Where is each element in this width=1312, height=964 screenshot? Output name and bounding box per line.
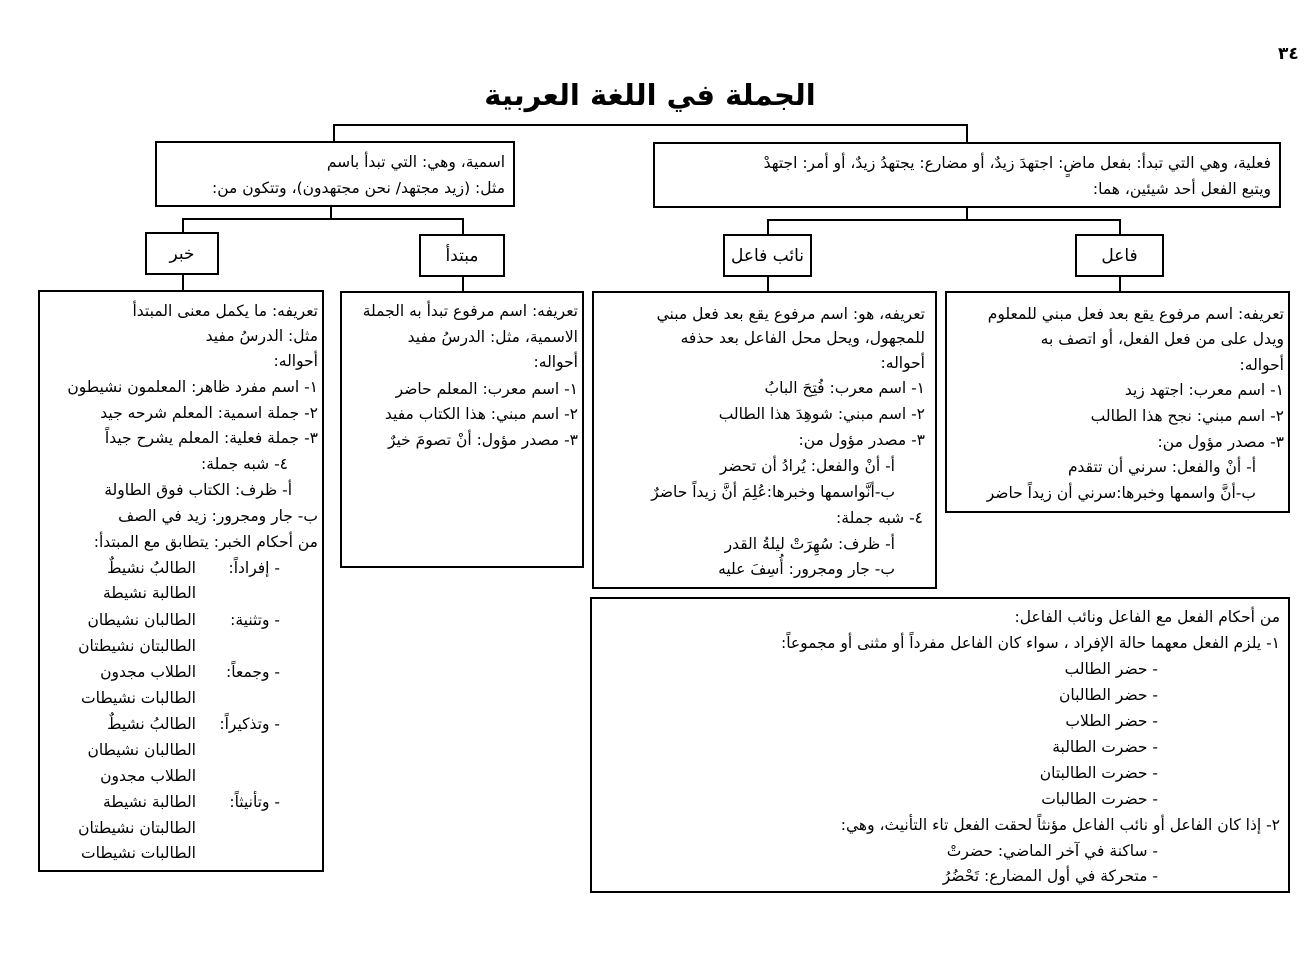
connector-fael-detail (1119, 277, 1121, 291)
rule-1: ١- يلزم الفعل معهما حالة الإفراد ، سواء كان الفاعل مفرداً أو مثنى أو مجموعاً: (780, 634, 1280, 652)
agreement-masculine-ex1: الطالبُ نشيطٌ (107, 715, 196, 733)
naib-state-4: ٤- شبه جملة: (836, 509, 923, 527)
connector-top-right-drop (966, 124, 968, 142)
mubtada-definition: تعريفه: اسم مرفوع تبدأ به الجملة (362, 302, 578, 320)
naib-state-4a: أ- ظرف: سُهِرَتْ ليلةُ القدر (724, 535, 895, 553)
khabar-state-3: ٣- جملة فعلية: المعلم يشرح جيداً (104, 429, 318, 447)
naib-state-3: ٣- مصدر مؤول من: (798, 431, 925, 449)
mubtada-state-1: ١- اسم معرب: المعلم حاضر (395, 380, 578, 398)
mubtada-state-2: ٢- اسم مبني: هذا الكتاب مفيد (384, 405, 578, 423)
rule-2-item-2: - متحركة في أول المضارع: تَحْضُرُ (942, 867, 1158, 885)
naib-state-1: ١- اسم معرب: فُتِحَ البابُ (764, 379, 925, 397)
fael-states-heading: أحواله: (1239, 356, 1284, 374)
khabar-state-4: ٤- شبه جملة: (201, 455, 288, 473)
fael-state-1: ١- اسم معرب: اجتهد زيد (1124, 381, 1284, 399)
mubtada-label-box (419, 234, 505, 277)
verbal-sentence-box (653, 142, 1281, 208)
naib-definition-cont: للمجهول، ويحل محل الفاعل بعد حذفه (680, 329, 925, 347)
fael-state-3b: ب-أنَّ واسمها وخبرها:سرني أن زيداً حاضر (986, 484, 1256, 502)
khabar-agreement-heading: من أحكام الخبر: يتطابق مع المبتدأ: (93, 533, 318, 551)
naib-state-2: ٢- اسم مبني: شوهِدَ هذا الطالب (718, 405, 925, 423)
agreement-masculine-ex2: الطالبان نشيطان (87, 741, 196, 759)
rule-1-example-2: - حضر الطالبان (1059, 686, 1158, 704)
agreement-masculine-label: - وتذكيراً: (219, 715, 280, 733)
connector-top-left-drop (333, 124, 335, 141)
fael-label: فاعل (1101, 246, 1138, 266)
fael-state-3a: أ- أنْ والفعل: سرني أن تتقدم (1067, 458, 1256, 476)
mubtada-detail-box (340, 291, 584, 568)
connector-nominal-horizontal (182, 218, 464, 220)
agreement-dual-label: - وتثنية: (230, 611, 280, 629)
rule-1-example-4: - حضرت الطالبة (1052, 738, 1158, 756)
agreement-feminine-label: - وتأنيثاً: (229, 793, 280, 811)
naib-fael-label: نائب فاعل (730, 246, 805, 266)
rule-2: ٢- إذا كان الفاعل أو نائب الفاعل مؤنثاً لحقت الفعل تاء التأنيث، وهي: (840, 816, 1280, 834)
agreement-feminine-ex3: الطالبات نشيطات (81, 844, 196, 862)
agreement-plural-ex2: الطالبات نشيطات (81, 689, 196, 707)
mubtada-definition-cont: الاسمية، مثل: الدرسُ مفيد (407, 328, 578, 346)
fael-definition-cont: ويدل على من فعل الفعل، أو اتصف به (1040, 330, 1284, 348)
rules-heading: من أحكام الفعل مع الفاعل ونائب الفاعل: (1014, 608, 1280, 626)
fael-detail-box (945, 291, 1290, 513)
agreement-dual-ex2: الطالبتان نشيطتان (78, 637, 196, 655)
fael-state-2: ٢- اسم مبني: نجح هذا الطالب (1090, 407, 1284, 425)
agreement-plural-ex1: الطلاب مجدون (100, 663, 196, 681)
khabar-example: مثل: الدرسُ مفيد (205, 327, 318, 345)
mubtada-label: مبتدأ (445, 246, 479, 266)
nominal-sentence-box (155, 141, 515, 207)
agreement-feminine-ex2: الطالبتان نشيطتان (78, 819, 196, 837)
rule-1-example-3: - حضر الطلاب (1065, 712, 1158, 730)
fael-state-3: ٣- مصدر مؤول من: (1157, 433, 1284, 451)
connector-verbal-horizontal (767, 219, 1121, 221)
agreement-feminine-ex1: الطالبة نشيطة (103, 793, 196, 811)
rule-1-example-6: - حضرت الطالبات (1041, 790, 1158, 808)
connector-naib-detail (767, 277, 769, 291)
naib-fael-label-box (723, 234, 812, 277)
naib-states-heading: أحواله: (880, 354, 925, 372)
khabar-state-4b: ب- جار ومجرور: زيد في الصف (118, 507, 318, 525)
connector-naib-drop (767, 219, 769, 234)
verbal-followup-line: ويتبع الفعل أحد شيئين، هما: (1092, 180, 1271, 198)
fael-definition: تعريفه: اسم مرفوع يقع بعد فعل مبني للمعلوم (987, 305, 1284, 323)
mubtada-state-3: ٣- مصدر مؤول: أنْ تصومَ خيرٌ (387, 431, 578, 449)
khabar-detail-box (38, 290, 324, 872)
rule-1-example-1: - حضر الطالب (1064, 660, 1158, 678)
agreement-masculine-ex3: الطلاب مجدون (100, 767, 196, 785)
connector-khabar-drop (182, 218, 184, 232)
page-title: الجملة في اللغة العربية (484, 78, 816, 112)
connector-khabar-detail (182, 275, 184, 290)
connector-mubtada-drop (462, 218, 464, 234)
khabar-state-2: ٢- جملة اسمية: المعلم شرحه جيد (100, 404, 318, 422)
agreement-singular-ex1: الطالبُ نشيطٌ (107, 559, 196, 577)
khabar-label: خبر (169, 244, 195, 264)
connector-fael-drop (1119, 219, 1121, 234)
connector-top-horizontal (333, 124, 967, 126)
agreement-singular-ex2: الطالبة نشيطة (103, 584, 196, 602)
khabar-label-box (145, 232, 219, 275)
nominal-example-line: مثل: (زيد مجتهد/ نحن مجتهدون)، وتتكون من: (211, 179, 505, 197)
khabar-definition: تعريفه: ما يكمل معنى المبتدأ (132, 302, 318, 320)
naib-state-3a: أ- أنْ والفعل: يُرادُ أن تحضر (719, 457, 895, 475)
naib-state-4b: ب- جار ومجرور: أُسِفَ عليه (718, 560, 895, 578)
rule-1-example-5: - حضرت الطالبتان (1039, 764, 1158, 782)
agreement-plural-label: - وجمعاً: (226, 663, 280, 681)
connector-mubtada-detail (462, 277, 464, 291)
page-number: ٣٤ (1278, 44, 1299, 64)
khabar-state-1: ١- اسم مفرد ظاهر: المعلمون نشيطون (67, 378, 318, 396)
khabar-state-4a: أ- ظرف: الكتاب فوق الطاولة (104, 481, 292, 499)
khabar-states-heading: أحواله: (273, 352, 318, 370)
rule-2-item-1: - ساكنة في آخر الماضي: حضرتْ (946, 842, 1158, 860)
nominal-definition-line: اسمية، وهي: التي تبدأ باسم (326, 153, 505, 171)
verbal-definition-line: فعلية، وهي التي تبدأ: بفعل ماضٍ: اجتهدَ زيدٌ، أو مضارع: يجتهدُ زيدٌ، أو أمر: اجتهدْ (763, 154, 1271, 172)
fael-label-box (1075, 234, 1164, 277)
naib-definition: تعريفه، هو: اسم مرفوع يقع بعد فعل مبني (656, 305, 925, 323)
naib-state-3b: ب-أنَّواسمها وخبرها:عُلِمَ أنَّ زيداً حاضرٌ (651, 483, 895, 501)
agreement-dual-ex1: الطالبان نشيطان (87, 611, 196, 629)
verb-rules-box (590, 597, 1290, 893)
mubtada-states-heading: أحواله: (533, 353, 578, 371)
naib-fael-detail-box (592, 291, 937, 589)
agreement-singular-label: - إفراداً: (228, 559, 280, 577)
